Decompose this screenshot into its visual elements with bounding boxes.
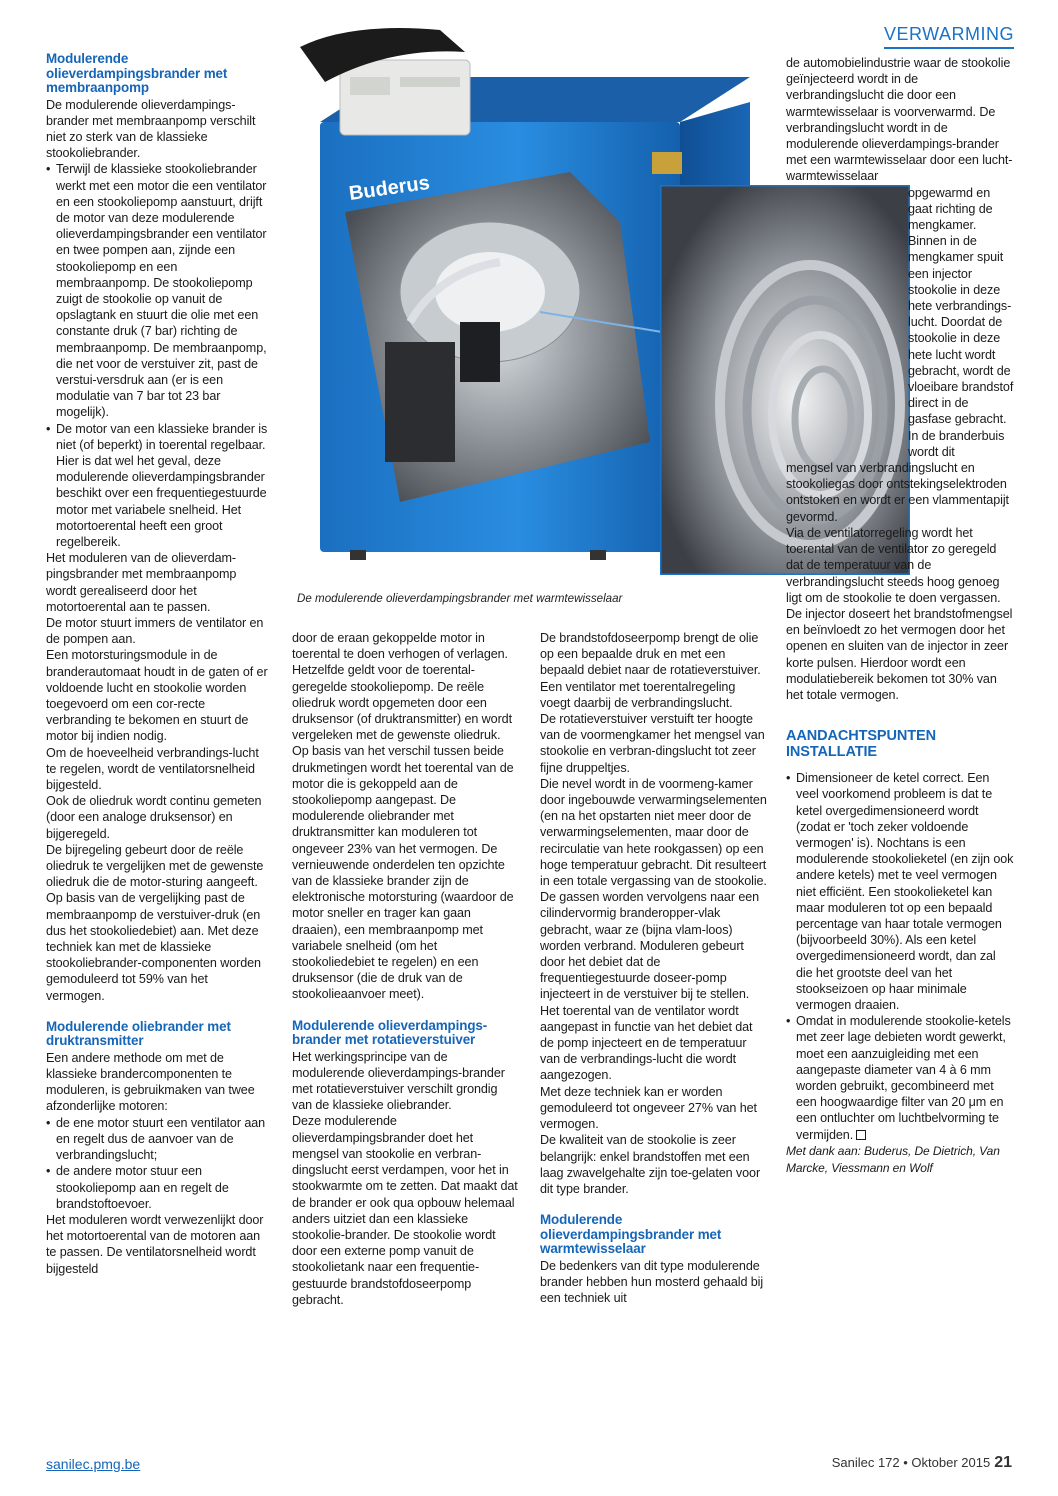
paragraph: Met deze techniek kan er worden gemoduleerd tot ongeveer 27% van het vermogen. [540, 1084, 757, 1132]
control-panel [340, 60, 470, 135]
heading-membraanpomp: Modulerende olieverdampingsbrander met membraanpomp [46, 51, 228, 95]
column-3 [540, 630, 768, 1306]
paragraph-narrow: opgewarmd en gaat richting de mengkamer. Binnen in de mengkamer spuit een injector stookolie in deze hete verbrandings-lucht. Doordat de stookolie in deze hete lucht wordt gebracht, wordt de vloeibare brandstof direct in de gasfase gebracht. In de branderbuis wordt dit [908, 185, 1014, 459]
bullet-item: • De motor van een klassieke brander is niet (of beperkt) in toerental regelbaar. Hier is dat wel het geval, deze modulerende olieverdampingsbrander beschikt over een frequentiegestuurde motor met variabele snelheid. Het motortoerental heeft een groot regelbereik. [46, 421, 268, 551]
paragraph: Deze modulerende olieverdampingsbrander doet het mengsel van stookolie en verbran-dingslucht eerst verdampen, voor het in stookwarmte om te zetten. Dat maakt dat de brander er ook qua opbouw helemaal anders uitziet dan een klassieke stookolie-brander. De stookolie wordt door een externe pomp vanuit de stookolietank naar een frequentie-gestuurde brandstofdoseerpomp gebracht. [292, 1114, 518, 1307]
bullet-item: • Dimensioneer de ketel correct. Een veel voorkomend probleem is dat te ketel overgedimensioneerd wordt (zodat er 'toch zeker voldoende vermogen' is). Nochtans is een modulerende stookolieketel (en zijn ook andere ketels) met te veel vermogen niet efficiënt. Een stookolieketel kan maar moduleren tot op een bepaald percentage van haar totale vermogen (bijvoorbeeld 30%). Als een ketel overgedimensioneerd wordt, dan zal die het grootste deel van het stookseizoen op haar minimale vermogen draaien. [786, 770, 1014, 1013]
paragraph: Een motorsturingsmodule in de branderautomaat houdt in de gaten of er voldoende lucht en stookolie worden toegevoerd om een cor-recte verbranding te bekomen en stuurt de motor bij indien nodig. [46, 648, 268, 744]
paragraph: Ook de oliedruk wordt continu gemeten (door een analoge druksensor) en bijgeregeld. [46, 794, 262, 841]
paragraph: De bijregeling gebeurt door de reële oliedruk te vergelijken met de gewenste oliedruk die de motor-sturing aangeeft. [46, 842, 264, 890]
footer-issue [832, 1454, 1012, 1472]
paragraph: Het toerental van de ventilator wordt aangepast in functie van het debiet dat de pomp injecteert en de temperatuur van de verbrandings-lucht die wordt aangezogen. [540, 1003, 753, 1083]
paragraph: Via de ventilatorregeling wordt het toerental van de ventilator zo geregeld dat de temperatuur van de verbrandingslucht steeds hoog genoeg ligt om de stookolie te doen vergassen. De injector doseert het brandstofmengsel en beïnvloedt zo het vermogen door het openen en sluiten van de injector in zeer korte pulsen. Hierdoor wordt een modulatiebereik bekomen tot 30% van het totale vermogen. [786, 525, 1013, 702]
figure-caption: De modulerende olieverdampingsbrander met warmtewisselaar [297, 592, 623, 605]
column-1 [46, 52, 268, 1277]
paragraph: De bedenkers van dit type modulerende brander hebben hun mosterd gehaald bij een techniek uit [540, 1258, 764, 1306]
column-2 [292, 630, 520, 1308]
bullet-item: • de ene motor stuurt een ventilator aan en regelt dus de aanvoer van de verbrandingslucht; [46, 1115, 268, 1164]
page-number: 21 [994, 1454, 1012, 1471]
section-tag: VERWARMING [884, 24, 1014, 49]
bullet-item: • Terwijl de klassieke stookoliebrander werkt met een motor die een ventilator en een stookoliepomp aanstuurt, drijft de motor van deze modulerende olieverdampingsbrander een ventilator en twee pompen aan, zijnde een stookoliepomp en een membraanpomp. De stookoliepomp zuigt de stookolie op vanuit de opslagtank en stuurt die olie met een constante druk (7 bar) richting de membraanpomp. De membraanpomp, die net voor de verstuiver zit, past de verstui-versdruk aan (er is een modulatie van 7 bar tot 23 bar mogelijk). [46, 161, 268, 420]
paragraph: Het moduleren wordt verwezenlijkt door het motortoerental van de motoren aan te passen. De ventilatorsnelheid wordt bijgesteld [46, 1212, 264, 1276]
heading-druktransmitter: Modulerende oliebrander met druktransmitter [46, 1018, 231, 1049]
brand-mark: Buderus [347, 171, 432, 205]
paragraph: door de eraan gekoppelde motor in toerental te doen verhogen of verlagen. [292, 631, 508, 662]
bullet-list [46, 161, 268, 550]
issue-label: Sanilec 172 • Oktober 2015 [831, 1455, 991, 1470]
bullet-item: • de andere motor stuur een stookoliepomp aan en regelt de brandstoftoevoer. [46, 1163, 268, 1212]
heading-aandachtspunten: AANDACHTSPUNTEN INSTALLATIE [786, 728, 936, 760]
bullet-list [786, 770, 1014, 1143]
paragraph: Het moduleren van de olieverdam-pingsbrander met membraanpomp wordt gerealiseerd door het motortoerental aan te passen. [46, 551, 237, 614]
bullet-item [786, 1013, 1014, 1143]
paragraph: De brandstofdoseerpomp brengt de olie op een bepaalde druk en met een bepaald debiet naar de rotatieverstuiver. Een ventilator met toerentalregeling voegt daarbij de verbrandingslucht. [540, 631, 761, 710]
paragraph: de automobielindustrie waar de stookolie geïnjecteerd wordt in de verbrandingslucht die door een warmtewisselaar is voorverwarmd. De verbrandingslucht wordt in de modulerende olieverdampings-brander met een warmtewisselaar door een lucht-warmtewisselaar [786, 56, 1013, 184]
paragraph: Een andere methode om met de klassieke brandercomponenten te moduleren, is gebruikmaken van twee afzonderlijke motoren: [46, 1050, 255, 1114]
heading-warmtewisselaar: Modulerende olieverdampingsbrander met warmtewisselaar [540, 1212, 722, 1257]
paragraph: Om de hoeveelheid verbrandings-lucht te regelen, wordt de ventilatorsnelheid bijgesteld. [46, 745, 259, 793]
paragraph: De gassen worden vervolgens naar een cilindervormig branderopper-vlak gebracht, waar ze (bijna vlam-loos) worden verbrand. Moduleren gebeurt door het debiet dat de frequentiegestuurde doseer-pomp injecteert in de verstuiver bij te stellen. [540, 890, 760, 1002]
paragraph: De rotatieverstuiver verstuift ter hoogte van de voormengkamer het mengsel van stookolie en verbran-dingslucht tot zeer fijne druppeltjes. [540, 712, 765, 775]
paragraph: mengsel van verbrandingslucht en stookoliegas door ontstekingselektroden ontstoken en wordt er een vlammentapijt gevormd. [786, 461, 1009, 524]
paragraph: De motor stuurt immers de ventilator en de pompen aan. [46, 616, 264, 647]
credits: Met dank aan: Buderus, De Dietrich, Van Marcke, Viessmann en Wolf [786, 1143, 1000, 1175]
column-4 [786, 55, 1014, 1177]
heading-rotatieverstuiver: Modulerende olieverdampings-brander met rotatieverstuiver [292, 1017, 488, 1048]
paragraph: Op basis van de vergelijking past de membraanpomp de verstuiver-druk (en dus het stookoliedebiet) aan. Met deze techniek kan met de klassieke stookoliebrander-componenten worden gemoduleerd tot 59% van het vermogen. [46, 891, 261, 1003]
paragraph: Het werkingsprincipe van de modulerende olieverdampings-brander met rotatieverstuiver verschilt grondig van de klassieke oliebrander. [292, 1049, 505, 1113]
paragraph: Die nevel wordt in de voormeng-kamer door ingebouwde verwarmingselementen (en na het opstarten niet meer door de verwarmingselementen, maar door de recirculatie van hete rookgassen) op een hoge temperatuur gebracht. Dit resulteert in een totale vergassing van de stookolie. [540, 776, 767, 889]
bullet-text: Omdat in modulerende stookolie-ketels met zeer lage debieten wordt gewerkt, moet een aanzuigleiding met een aangepaste diameter van 4 à 6 mm worden gebruikt, gecombineerd met een hoogwaardige filter van 20 μm en een ontluchter om luchtbelvorming te vermijden. [796, 1014, 1011, 1142]
paragraph: De modulerende olieverdampings-brander met membraanpomp verschilt niet zo sterk van de klassieke stookoliebrander. [46, 97, 256, 161]
footer-site-link[interactable]: sanilec.pmg.be [46, 1456, 141, 1472]
bullet-list [46, 1115, 268, 1212]
paragraph: Hetzelfde geldt voor de toerental-geregelde stookoliepomp. De reële oliedruk wordt opgemeten door een druksensor (of druktransmitter) en wordt vergeleken met de gewenste oliedruk. Op basis van het verschil tussen beide drukmetingen wordt het toerental van de motor die is gekoppeld aan de stookoliepomp aangepast. De modulerende oliebrander met druktransmitter kan moduleren tot ongeveer 23% van het vermogen. De vernieuwende onderdelen ten opzichte van de klassieke brander zijn de elektronische motorsturing (waardoor de motor sneller en trager kan gaan draaien), een membraanpomp met variabele snelheid (om het stookoliedebiet te regelen) en een druksensor (die de druk van de stookolieaanvoer meet). [292, 663, 514, 1002]
end-mark-icon [856, 1130, 866, 1140]
paragraph: De kwaliteit van de stookolie is zeer belangrijk: enkel brandstoffen met een laag zwavelgehalte zijn toe-gelaten voor dit type brander. [540, 1133, 761, 1196]
